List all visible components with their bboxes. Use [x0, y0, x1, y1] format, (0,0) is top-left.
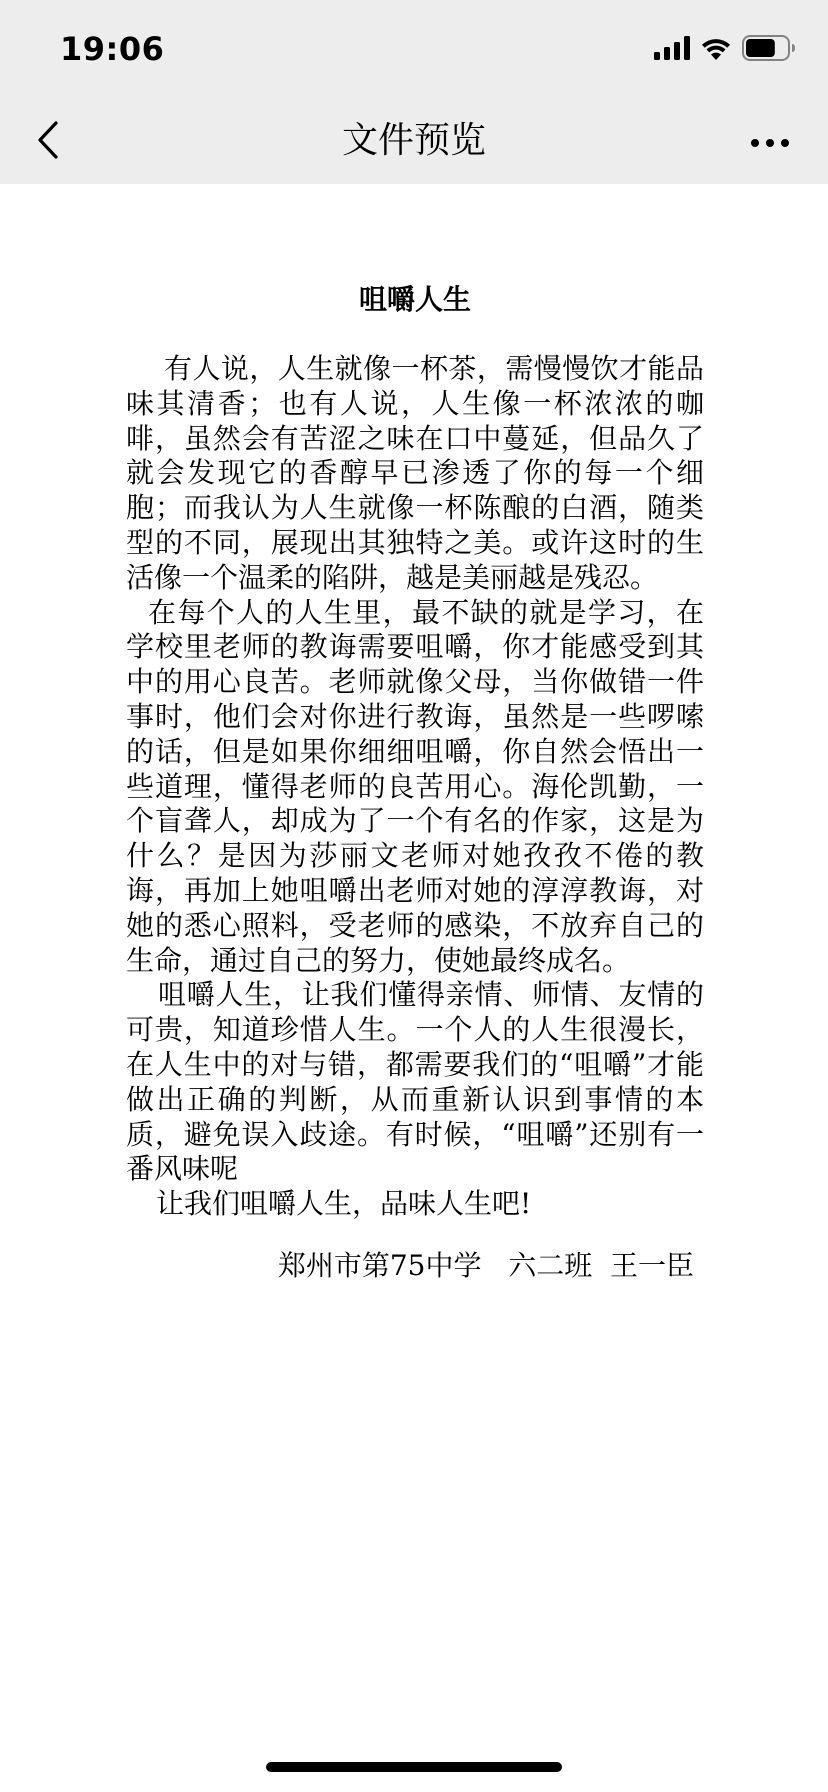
top-bar	[0, 0, 828, 184]
document-preview	[126, 280, 704, 1286]
document-paragraph: 咀嚼人生，让我们懂得亲情、师情、友情的可贵，知道珍惜人生。一个人的人生很漫长，在人生中的对与错，都需要我们的“咀嚼”才能做出正确的判断，从而重新认识到事情的本质，避免误入歧途。有时候，“咀嚼”还别有一番风味呢	[126, 978, 704, 1186]
status-icons	[654, 36, 796, 64]
ellipsis-icon	[750, 133, 790, 152]
status-bar	[0, 0, 828, 100]
home-indicator[interactable]	[266, 1762, 562, 1772]
navigation-bar	[0, 100, 828, 184]
more-button[interactable]	[740, 122, 800, 162]
document-paragraph: 在每个人的人生里，最不缺的就是学习，在学校里老师的教诲需要咀嚼，你才能感受到其中的用心良苦。老师就像父母，当你做错一件事时，他们会对你进行教诲，虽然是一些啰嗦的话，但是如果你细细咀嚼，你自然会悟出一些道理，懂得老师的良苦用心。海伦凯勤，一个盲聋人，却成为了一个有名的作家，这是为什么？是因为莎丽文老师对她孜孜不倦的教诲，再加上她咀嚼出老师对她的淳淳教诲，对她的悉心照料，受老师的感染，不放弃自己的生命，通过自己的努力，使她最终成名。	[126, 595, 704, 977]
page-title: 文件预览	[341, 120, 486, 161]
wifi-icon	[700, 36, 732, 64]
document-title: 咀嚼人生	[358, 283, 471, 316]
document-paragraph: 有人说，人生就像一杯茶，需慢慢饮才能品味其清香；也有人说，人生像一杯浓浓的咖啡，虽然会有苦涩之味在口中蔓延，但品久了就会发现它的香醇早已渗透了你的每一个细胞；而我认为人生就像一杯陈酿的白酒，随类型的不同，展现出其独特之美。或许这时的生活像一个温柔的陷阱，越是美丽越是残忍。	[126, 352, 704, 594]
battery-icon	[742, 35, 796, 65]
status-time: 19:06	[60, 30, 165, 68]
signal-icon	[654, 36, 690, 64]
document-signature: 郑州市第75中学 六二班 王一臣	[277, 1248, 694, 1282]
document-paragraph: 让我们咀嚼人生，品味人生吧!	[156, 1187, 532, 1221]
